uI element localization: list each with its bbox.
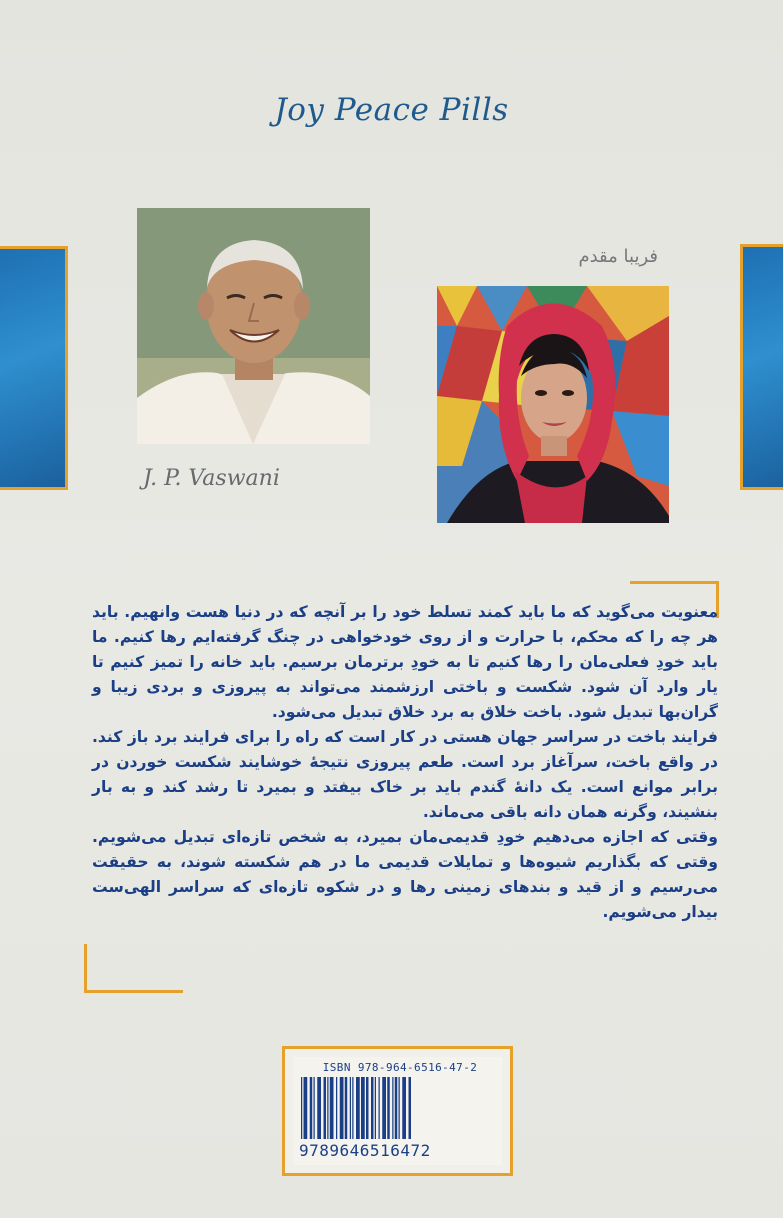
barcode-bar	[317, 1077, 321, 1139]
barcode-bar	[336, 1077, 337, 1139]
right-blue-panel	[740, 244, 783, 490]
barcode-bar	[379, 1077, 380, 1139]
barcode-digits: 9789646516472	[299, 1141, 431, 1160]
barcode-bar	[399, 1077, 400, 1139]
translator-photo	[437, 286, 669, 523]
barcode-bar	[350, 1077, 351, 1139]
isbn-label: ISBN 978-964-6516-47-2	[322, 1061, 478, 1074]
barcode-bar	[375, 1077, 376, 1139]
barcode-box	[282, 1046, 513, 1176]
barcode-bar	[409, 1077, 412, 1139]
blurb-paragraph-1: معنویت می‌گوید که ما باید کمند تسلط خود را بر آنچه که در دنیا هست وانهیم. باید هر چه را که محکم، با حرارت و از روی خودخواهی در چنگ گرفته‌ایم رها کنیم. ما باید خودِ فعلی‌مان را رها کنیم تا به خودِ برترمان برسیم. باید خانه را تمیز کنیم تا یار وارد آن شود. شکست و باختی ارزشمند می‌تواند به پیروزی و بردی زیبا و گران‌بها تبدیل شود. باخت خلاق به برد خلاق تبدیل می‌شود.	[92, 603, 718, 721]
book-title: Joy Peace Pills	[274, 92, 509, 128]
barcode-bar	[361, 1077, 365, 1139]
barcode-bar	[327, 1077, 328, 1139]
barcode-bar	[366, 1077, 369, 1139]
barcode-bar	[392, 1077, 393, 1139]
barcode-bar	[310, 1077, 313, 1139]
barcode-bar	[395, 1077, 398, 1139]
barcode-bar	[345, 1077, 348, 1139]
blurb-paragraph-2: فرایند باخت در سراسر جهان هستی در کار است که راه را برای فرایند برد باز کند. در واقع باخت، سرآغاز برد است. طعم پیروزی نتیجهٔ خوشایند شکست خوردن در برابر موانع است. یک دانهٔ گندم باید بر خاک بیفتد و بمیرد تا رشد کند و به بار بنشیند، وگرنه همان دانه باقی می‌ماند.	[92, 728, 718, 821]
barcode-bars	[299, 1077, 497, 1139]
left-blue-panel	[0, 246, 68, 490]
translator-name: فریبا مقدم	[578, 246, 658, 267]
barcode-bar	[304, 1077, 308, 1139]
blurb-paragraph-3: وقتی که اجازه می‌دهیم خودِ قدیمی‌مان بمیرد، به شخص تازه‌ای تبدیل می‌شویم. وقتی که بگذاریم شیوه‌ها و تمایلات قدیمی ما در هم شکسته شوند، به حقیقت می‌رسیم و از قید و بندهای زمینی رها و در شکوه تازه‌ای که سراسر الهی‌ست بیدار می‌شویم.	[92, 828, 718, 921]
barcode-bar	[356, 1077, 360, 1139]
barcode-bar	[402, 1077, 406, 1139]
author-name: J. P. Vaswani	[143, 466, 280, 491]
author-photo	[137, 208, 370, 444]
barcode-bar	[387, 1077, 390, 1139]
barcode-bar	[352, 1077, 353, 1139]
barcode-bar	[371, 1077, 374, 1139]
barcode-bar	[382, 1077, 386, 1139]
back-cover-blurb	[92, 600, 718, 925]
barcode-bar	[301, 1077, 302, 1139]
barcode-bar	[314, 1077, 315, 1139]
decorative-corner-bottom-left	[84, 944, 183, 993]
barcode-bar	[324, 1077, 327, 1139]
barcode-bar	[330, 1077, 334, 1139]
barcode-bar	[340, 1077, 344, 1139]
